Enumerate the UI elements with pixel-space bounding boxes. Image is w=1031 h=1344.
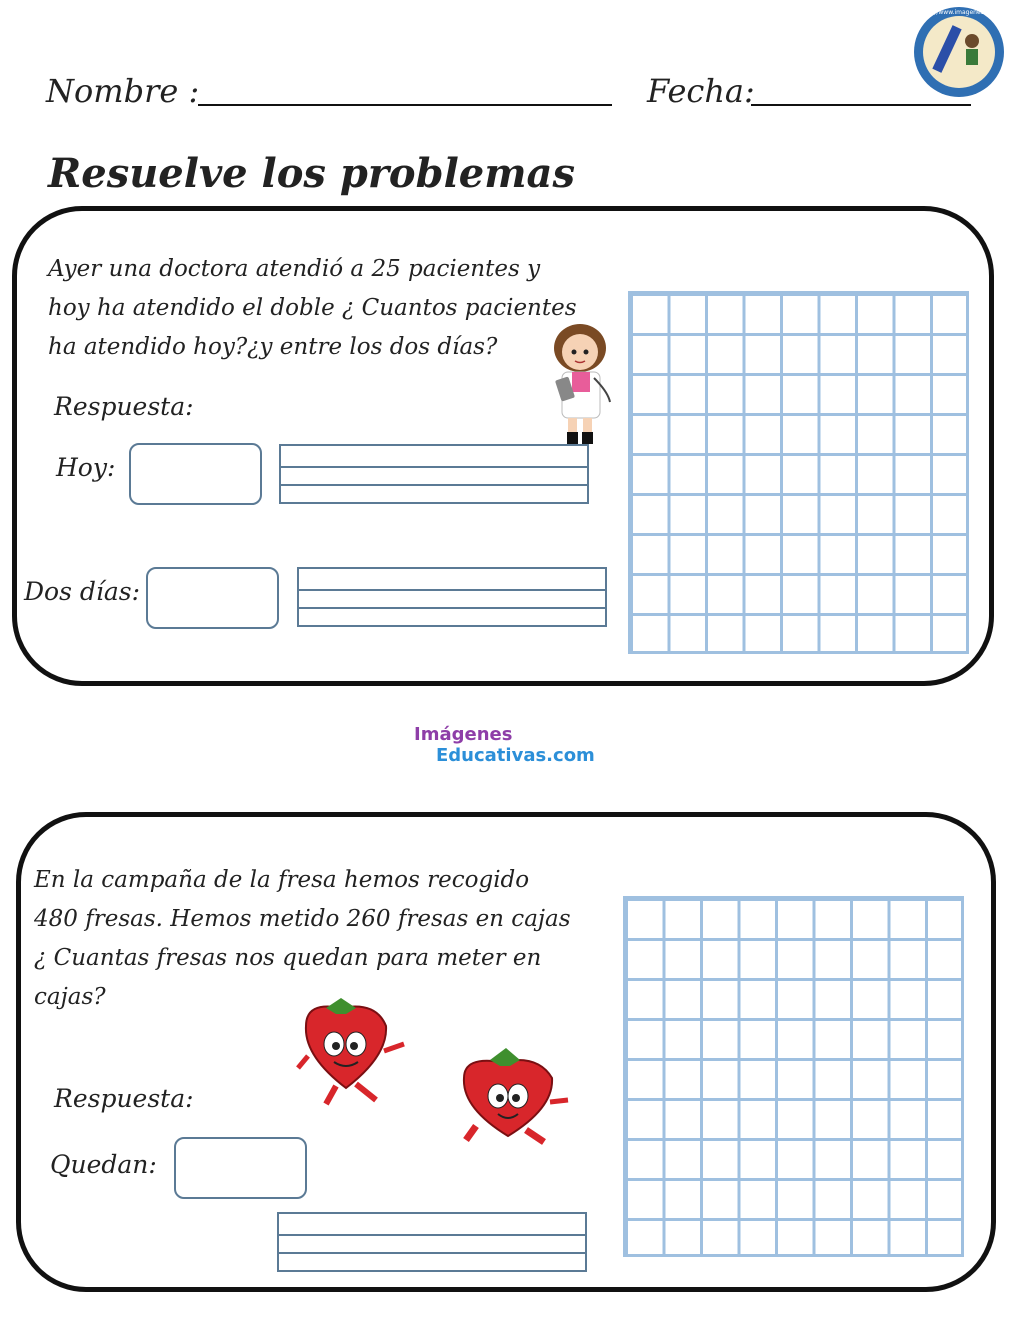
name-label: Nombre :: [46, 72, 200, 110]
strawberry-illustration-2: [456, 1046, 572, 1150]
problem1-line1: Ayer una doctora atendió a 25 pacientes y: [48, 256, 541, 282]
date-label: Fecha:: [647, 72, 755, 110]
date-line[interactable]: [751, 104, 971, 106]
problem2-line2: 480 fresas. Hemos metido 260 fresas en cajas: [34, 906, 571, 932]
center-logo-line1: Imágenes: [414, 724, 513, 745]
doctor-illustration: [548, 322, 616, 446]
logo-badge-url: http://www.imageneseducativas.com: [920, 9, 1031, 16]
two-days-label: Dos días:: [24, 577, 141, 606]
writing-line: [281, 484, 587, 486]
today-answer-box[interactable]: [129, 443, 262, 505]
problem1-calculation-grid[interactable]: [628, 291, 969, 654]
problem2-line4: cajas?: [34, 984, 106, 1010]
problem1-answer-label: Respuesta:: [54, 392, 194, 421]
problem2-line3: ¿ Cuantas fresas nos quedan para meter en: [34, 945, 542, 971]
writing-line: [279, 1252, 585, 1254]
strawberry-illustration-1: [296, 996, 411, 1111]
logo-badge-graphic: [912, 5, 1031, 99]
center-logo-line2: Educativas.com: [436, 745, 595, 766]
remaining-writing-lines[interactable]: [277, 1212, 587, 1272]
problem2-line1: En la campaña de la fresa hemos recogido: [34, 867, 530, 893]
two-days-writing-lines[interactable]: [297, 567, 607, 627]
writing-line: [299, 607, 605, 609]
page-title: Resuelve los problemas: [48, 150, 575, 197]
writing-line: [281, 466, 587, 468]
writing-line: [299, 589, 605, 591]
problem2-text: [34, 861, 614, 1017]
writing-line: [279, 1234, 585, 1236]
problem2-calculation-grid[interactable]: [623, 896, 964, 1257]
two-days-answer-box[interactable]: [146, 567, 279, 629]
remaining-answer-box[interactable]: [174, 1137, 307, 1199]
today-label: Hoy:: [56, 453, 116, 482]
center-logo: [414, 724, 594, 766]
name-line[interactable]: [198, 104, 612, 106]
problem2-answer-label: Respuesta:: [54, 1084, 194, 1113]
problem1-text: [48, 250, 608, 367]
problem1-line2: hoy ha atendido el doble ¿ Cuantos pacientes: [48, 295, 577, 321]
remaining-label: Quedan:: [50, 1150, 157, 1179]
today-writing-lines[interactable]: [279, 444, 589, 504]
problem1-line3: ha atendido hoy?¿y entre los dos días?: [48, 334, 498, 360]
logo-badge: [912, 5, 1031, 99]
